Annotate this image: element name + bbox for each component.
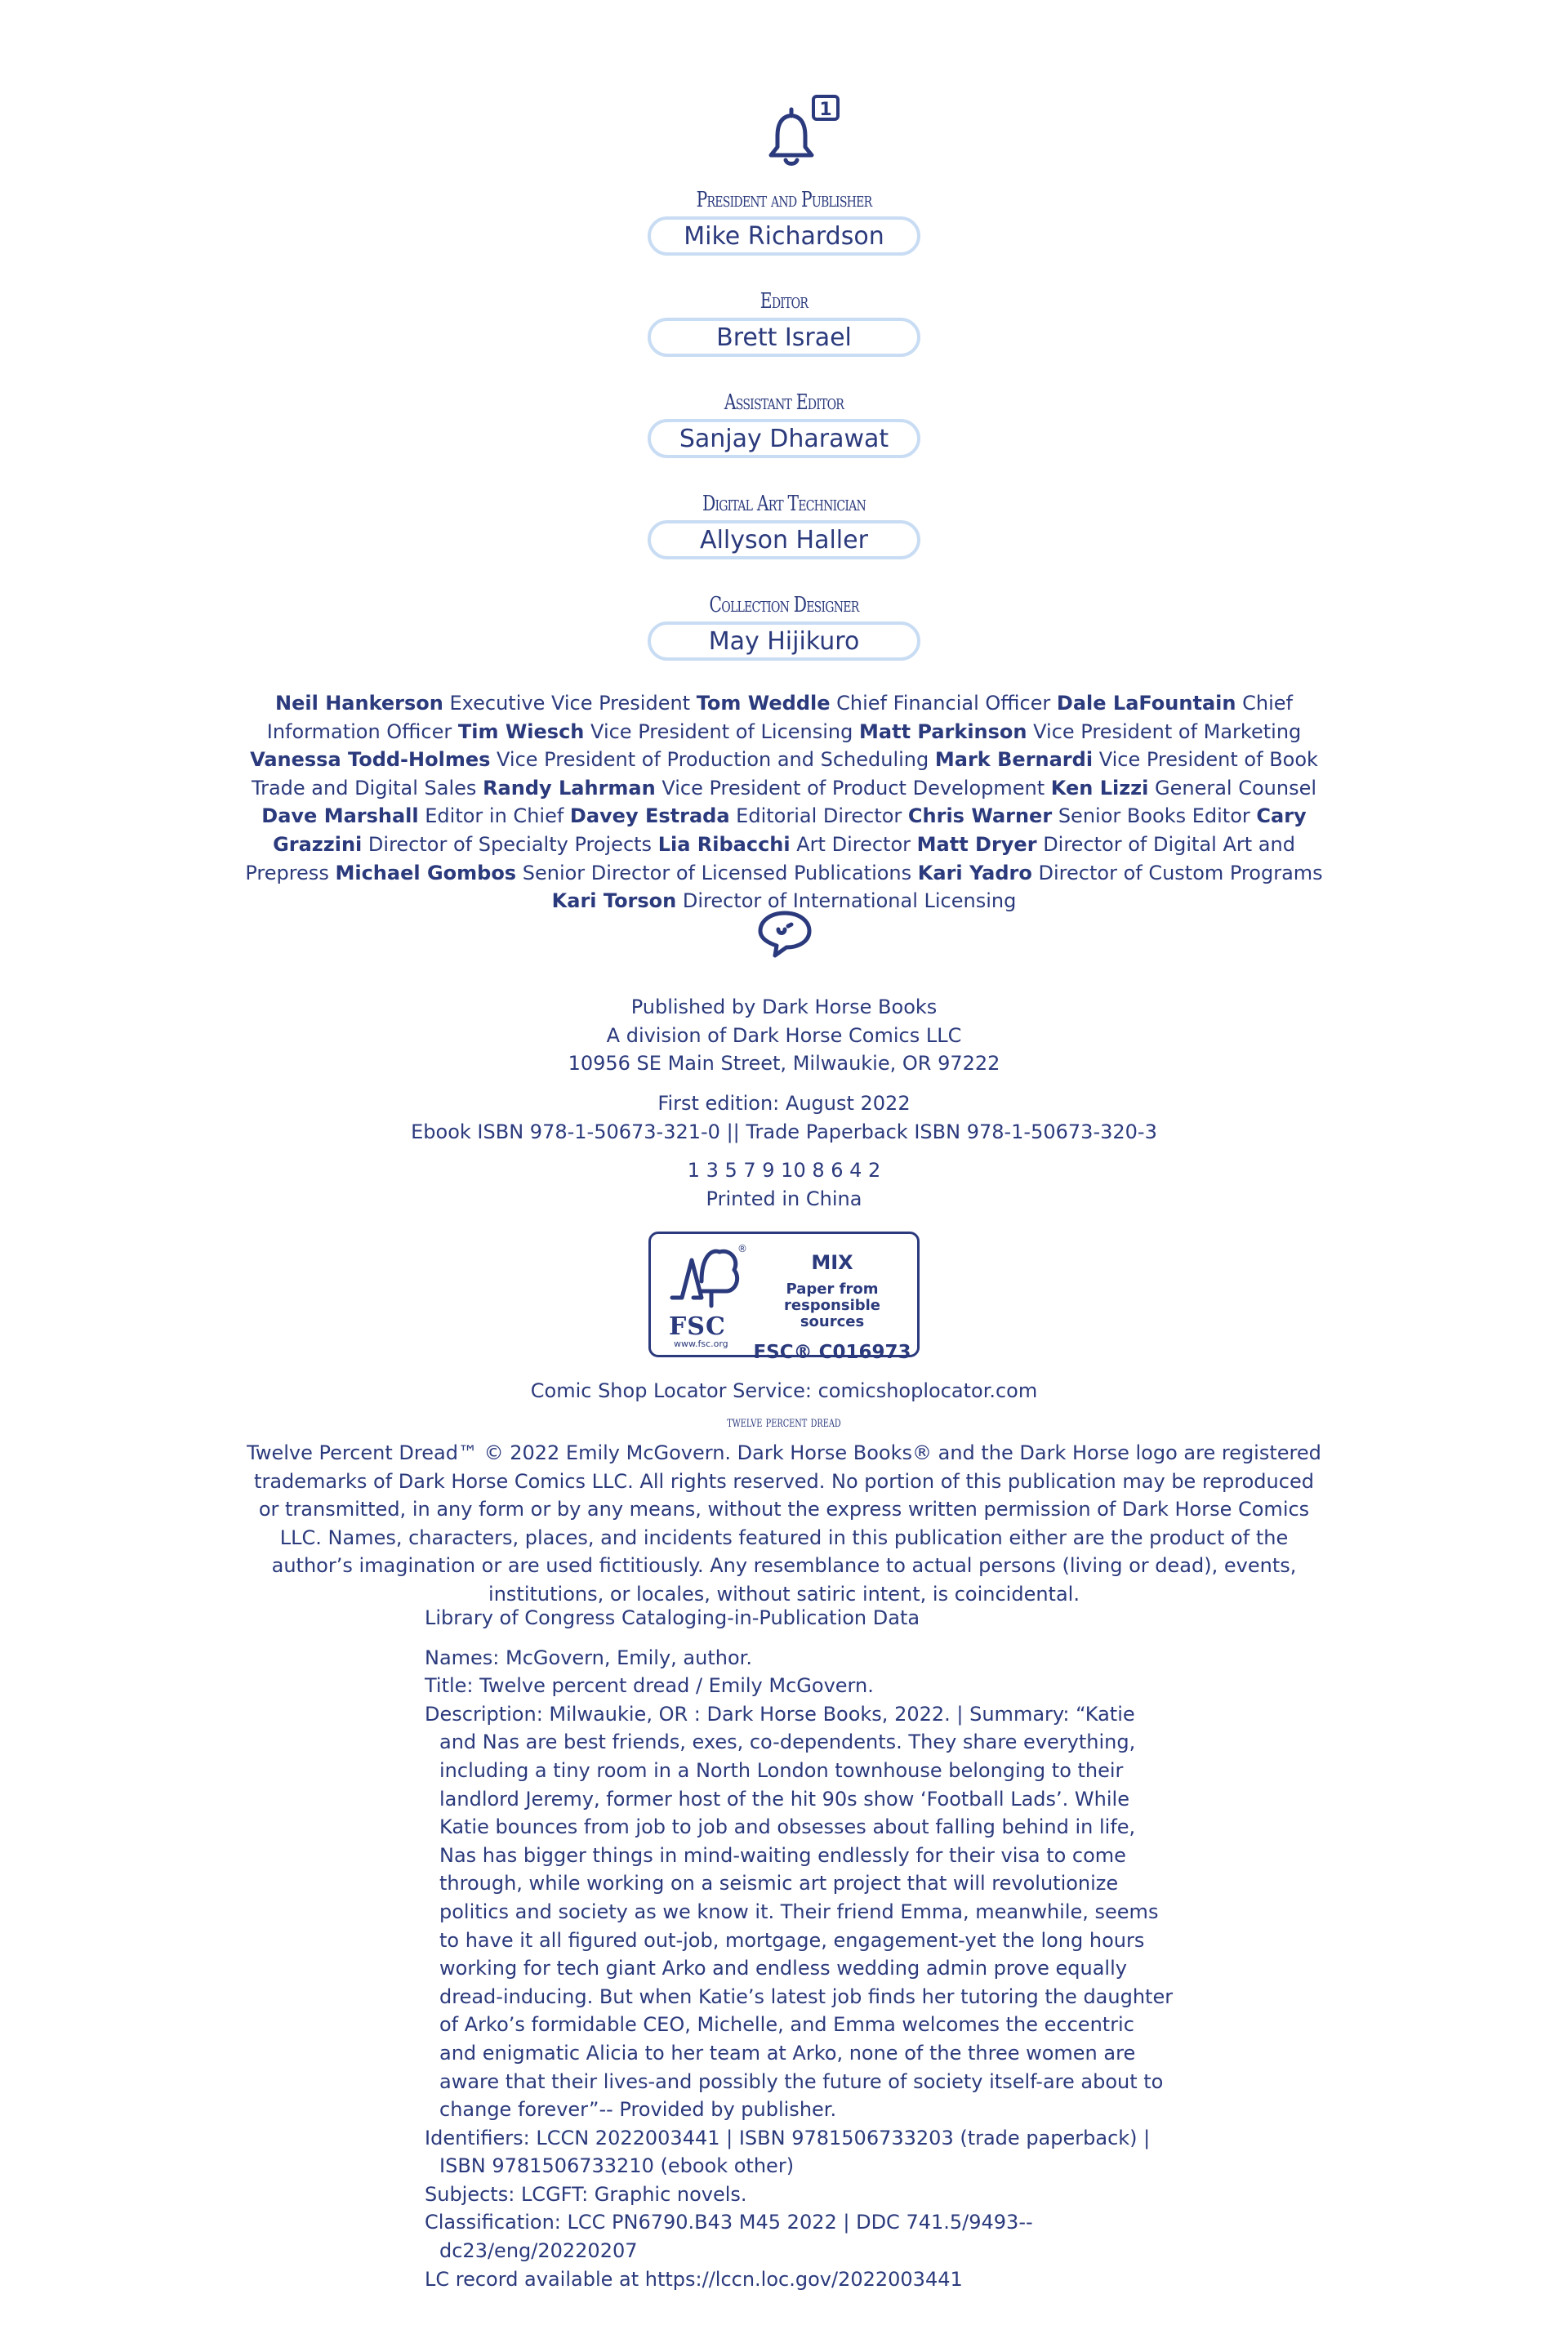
- printed-in: Printed in China: [706, 1187, 862, 1210]
- role-name: May Hijikuro: [648, 621, 920, 661]
- role-president: [0, 184, 1568, 256]
- executive-title: Vice President of Licensing: [590, 719, 853, 743]
- executive-title: Chief Information Officer: [266, 692, 1293, 743]
- executive-title: Editorial Director: [736, 804, 902, 828]
- executive-name: Kari Yadro: [917, 861, 1032, 884]
- cip-lc-record: LC record available at https://lccn.loc.gov/2022003441: [425, 2267, 963, 2291]
- credit-roles: [0, 184, 1568, 661]
- executive-list: [245, 689, 1323, 915]
- speech-bubble-icon: [755, 908, 814, 960]
- executive-name: Davey Estrada: [569, 804, 730, 828]
- role-editor: [0, 285, 1568, 357]
- executive-name: Matt Parkinson: [859, 719, 1027, 743]
- isbn-line: Ebook ISBN 978-1-50673-321-0 || Trade Paperback ISBN 978-1-50673-320-3: [411, 1120, 1157, 1143]
- executive-name: Dale LaFountain: [1056, 692, 1236, 715]
- bell-badge: 1: [819, 100, 832, 120]
- printing-info: [0, 1156, 1568, 1213]
- role-name: Allyson Haller: [648, 520, 920, 559]
- executive-name: Chris Warner: [907, 804, 1053, 828]
- role-title: President and Publisher: [696, 188, 872, 212]
- role-name: Brett Israel: [648, 318, 920, 357]
- role-name: Mike Richardson: [648, 216, 920, 256]
- publisher-division: A division of Dark Horse Comics LLC: [606, 1023, 962, 1047]
- executive-name: Randy Lahrman: [483, 776, 656, 800]
- cip-heading: Library of Congress Cataloging-in-Publication Data: [425, 1606, 920, 1629]
- fsc-mix: MIX: [811, 1251, 853, 1274]
- executive-title: Director of International Licensing: [682, 889, 1017, 913]
- cip-identifiers: Identifiers: LCCN 2022003441 | ISBN 9781506733203 (trade paperback) | ISBN 9781506733210 (ebook other): [425, 2126, 1151, 2178]
- executive-title: Senior Director of Licensed Publications: [522, 861, 912, 884]
- executive-title: Vice President of Product Development: [662, 776, 1045, 800]
- executive-title: Director of Digital Art and Prepress: [245, 832, 1295, 884]
- comic-shop-locator: Comic Shop Locator Service: comicshoplocator.com: [530, 1379, 1038, 1402]
- book-title-small: twelve percent dread: [727, 1414, 841, 1431]
- bell-icon: [758, 91, 848, 170]
- executive-name: Michael Gombos: [335, 861, 517, 884]
- executive-name: Tim Wiesch: [457, 719, 585, 743]
- role-name: Sanjay Dharawat: [648, 419, 920, 458]
- executive-name: Tom Weddle: [696, 692, 831, 715]
- role-title: Digital Art Technician: [702, 492, 866, 516]
- executive-name: Neil Hankerson: [275, 692, 443, 715]
- executive-title: General Counsel: [1155, 776, 1317, 800]
- role-collection-designer: [0, 589, 1568, 661]
- cip-classification: Classification: LCC PN6790.B43 M45 2022 | DDC 741.5/9493--dc23/eng/20220207: [425, 2211, 1033, 2263]
- executive-name: Matt Dryer: [916, 832, 1037, 856]
- cip-title: Title: Twelve percent dread / Emily McGovern.: [425, 1674, 874, 1698]
- fsc-url: www.fsc.org: [674, 1339, 728, 1349]
- fsc-certification-box: [648, 1232, 920, 1363]
- cip-subjects: Subjects: LCGFT: Graphic novels.: [425, 2182, 747, 2206]
- edition-info: [0, 1089, 1568, 1146]
- executive-name: Kari Torson: [551, 889, 677, 913]
- publisher-line: Published by Dark Horse Books: [630, 996, 938, 1018]
- executive-name: Mark Bernardi: [934, 748, 1094, 772]
- publisher-info: [0, 993, 1568, 1078]
- role-title: Editor: [760, 289, 808, 314]
- fsc-code: FSC® C016973: [753, 1342, 911, 1363]
- role-assistant-editor: [0, 386, 1568, 458]
- executive-title: Editor in Chief: [425, 804, 564, 828]
- executive-title: Chief Financial Officer: [836, 692, 1051, 715]
- cip-names: Names: McGovern, Emily, author.: [425, 1646, 752, 1669]
- executive-title: Director of Custom Programs: [1038, 861, 1323, 884]
- executive-name: Ken Lizzi: [1050, 776, 1149, 800]
- executive-title: Senior Books Editor: [1058, 804, 1250, 828]
- executive-name: Vanessa Todd-Holmes: [250, 748, 491, 772]
- executive-title: Vice President of Production and Scheduling: [497, 748, 929, 772]
- executive-title: Director of Specialty Projects: [368, 832, 653, 856]
- executive-name: Lia Ribacchi: [657, 832, 791, 856]
- publisher-address: 10956 SE Main Street, Milwaukie, OR 97222: [568, 1052, 1000, 1076]
- copyright-notice: Twelve Percent Dread™ © 2022 Emily McGovern. Dark Horse Books® and the Dark Horse logo are registered trademarks of Dark Horse Comics LLC. All rights reserved. No portion of this publication may be reproduced or transmitted, in any form or by any means, without the express written permission of Dark Horse Comics LLC. Names, characters, places, and incidents featured in this publication either are the product of the author’s imagination or are used fictitiously. Any resemblance to actual persons (living or dead), events, institutions, or locales, without satiric intent, is coincidental.: [247, 1441, 1321, 1606]
- print-numbers: 1 3 5 7 9 10 8 6 4 2: [687, 1159, 881, 1182]
- executive-title: Vice President of Book Trade and Digital Sales: [251, 748, 1318, 800]
- role-title: Collection Designer: [709, 593, 859, 617]
- executive-title: Vice President of Marketing: [1033, 719, 1302, 743]
- fsc-text: [752, 1250, 912, 1365]
- executive-name: Dave Marshall: [261, 804, 419, 828]
- role-digital-art-technician: [0, 488, 1568, 559]
- cip-data: [425, 1604, 1176, 2293]
- fsc-letters: FSC: [669, 1312, 726, 1341]
- executive-title: Executive Vice President: [449, 692, 691, 715]
- fsc-sub-2: responsible sources: [783, 1297, 880, 1330]
- executive-title: Art Director: [796, 832, 911, 856]
- first-edition: First edition: August 2022: [657, 1092, 911, 1115]
- executive-name: Cary Grazzini: [273, 804, 1307, 856]
- cip-description: Description: Milwaukie, OR : Dark Horse Books, 2022. | Summary: “Katie and Nas are best friends, exes, co-dependents. They share everything, including a tiny room in a North London townhouse belonging to their landlord Jeremy, former host of the hit 90s show ‘Football Lads’. While Katie bounces from job to job and obsesses about falling behind in life, Nas has bigger things in mind-waiting endlessly for their visa to come through, while working on a seismic art project that will revolutionize politics and society as we know it. Their friend Emma, meanwhile, seems to have it all figured out-job, mortgage, engagement-yet the long hours working for tech giant Arko and endless wedding admin prove equally dread-inducing. But when Katie’s latest job finds her tutoring the daughter of Arko’s formidable CEO, Michelle, and Emma welcomes the eccentric and enigmatic Alicia to her team at Arko, none of the three women are aware that their lives-and possibly the future of society itself-are about to change forever”-- Provided by publisher.: [425, 1702, 1174, 2122]
- fsc-sub-1: Paper from: [786, 1281, 879, 1298]
- role-title: Assistant Editor: [724, 390, 844, 415]
- svg-text:®: ®: [737, 1243, 747, 1254]
